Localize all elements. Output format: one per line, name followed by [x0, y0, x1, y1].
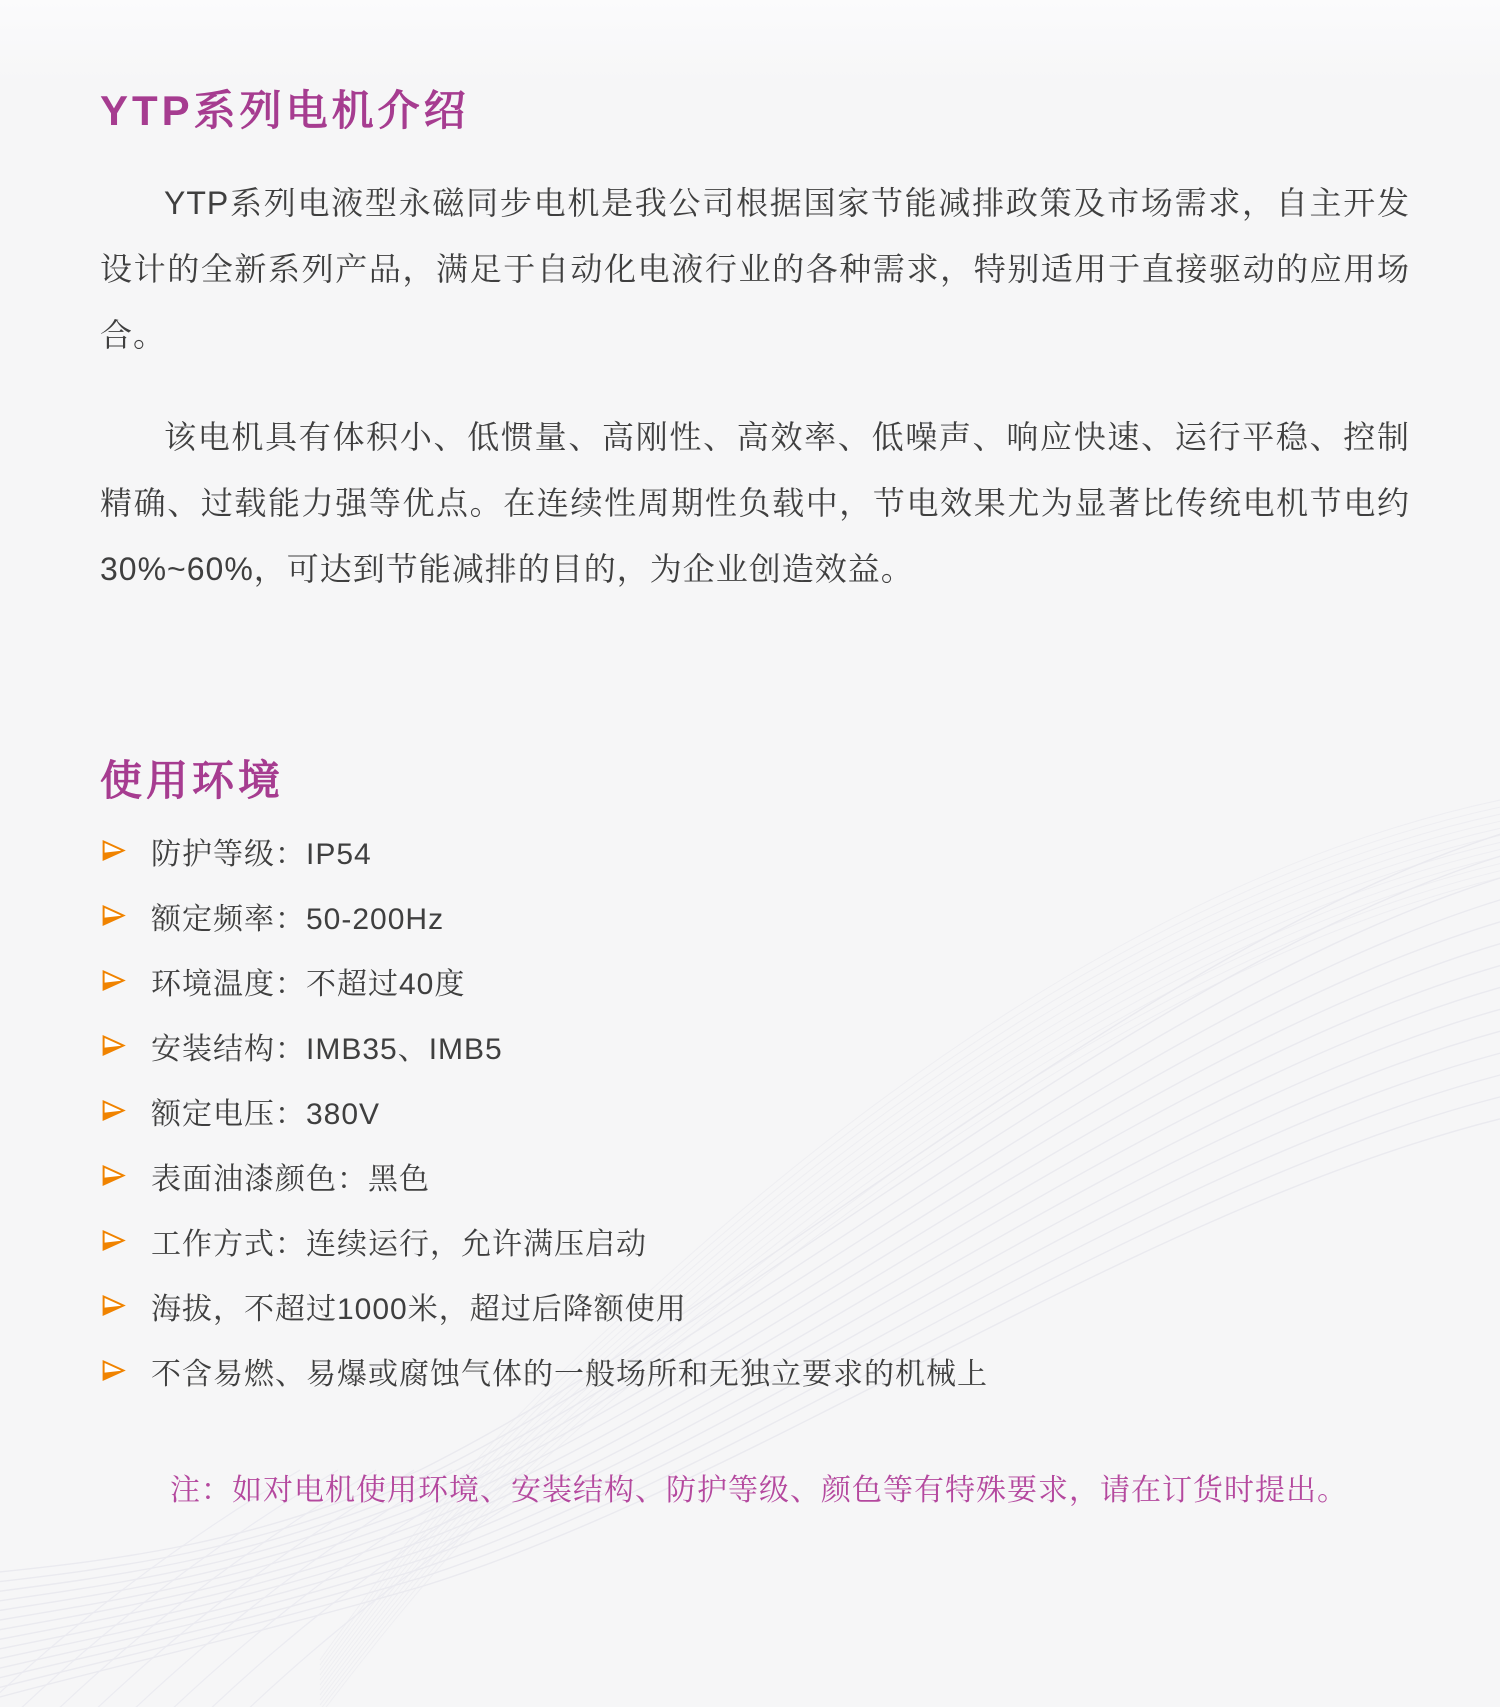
- list-item: [100, 1078, 1410, 1143]
- intro-paragraph-1: YTP系列电液型永磁同步电机是我公司根据国家节能减排政策及市场需求，自主开发设计的全新系列产品，满足于自动化电液行业的各种需求，特别适用于直接驱动的应用场合。: [100, 185, 1410, 353]
- list-item: [100, 1013, 1410, 1078]
- environment-list: [100, 818, 1410, 1403]
- arrowhead-icon: [100, 902, 127, 929]
- arrowhead-icon: [100, 967, 127, 994]
- list-item: [100, 883, 1410, 948]
- list-item: [100, 818, 1410, 883]
- section-title-intro: YTP系列电机介绍: [100, 87, 470, 134]
- arrowhead-icon: [100, 1097, 127, 1124]
- arrowhead-icon: [100, 1292, 127, 1319]
- list-item-label: 环境温度：不超过40度: [151, 967, 466, 1001]
- arrowhead-icon: [100, 1032, 127, 1059]
- list-item: [100, 948, 1410, 1013]
- list-item-label: 防护等级：IP54: [151, 837, 372, 871]
- list-item: [100, 1143, 1410, 1208]
- list-item-label: 工作方式：连续运行，允许满压启动: [151, 1227, 647, 1261]
- list-item: [100, 1338, 1410, 1403]
- list-item-label: 海拔，不超过1000米，超过后降额使用: [151, 1292, 687, 1326]
- list-item: [100, 1208, 1410, 1273]
- arrowhead-icon: [100, 837, 127, 864]
- arrowhead-icon: [100, 1357, 127, 1384]
- intro-paragraph-2: 该电机具有体积小、低惯量、高刚性、高效率、低噪声、响应快速、运行平稳、控制精确、过载能力强等优点。在连续性周期性负载中，节电效果尤为显著比传统电机节电约30%~60%，可达到节能减排的目的，为企业创造效益。: [100, 419, 1410, 587]
- list-item-label: 额定电压：380V: [151, 1097, 381, 1131]
- list-item-label: 表面油漆颜色：黑色: [151, 1162, 430, 1196]
- list-item-label: 额定频率：50-200Hz: [151, 902, 445, 936]
- list-item-label: 安装结构：IMB35、IMB5: [151, 1032, 503, 1066]
- list-item-label: 不含易燃、易爆或腐蚀气体的一般场所和无独立要求的机械上: [151, 1357, 988, 1391]
- section-title-environment: 使用环境: [100, 757, 285, 804]
- list-item: [100, 1273, 1410, 1338]
- order-note: 注：如对电机使用环境、安装结构、防护等级、颜色等有特殊要求，请在订货时提出。: [170, 1474, 1348, 1507]
- arrowhead-icon: [100, 1162, 127, 1189]
- arrowhead-icon: [100, 1227, 127, 1254]
